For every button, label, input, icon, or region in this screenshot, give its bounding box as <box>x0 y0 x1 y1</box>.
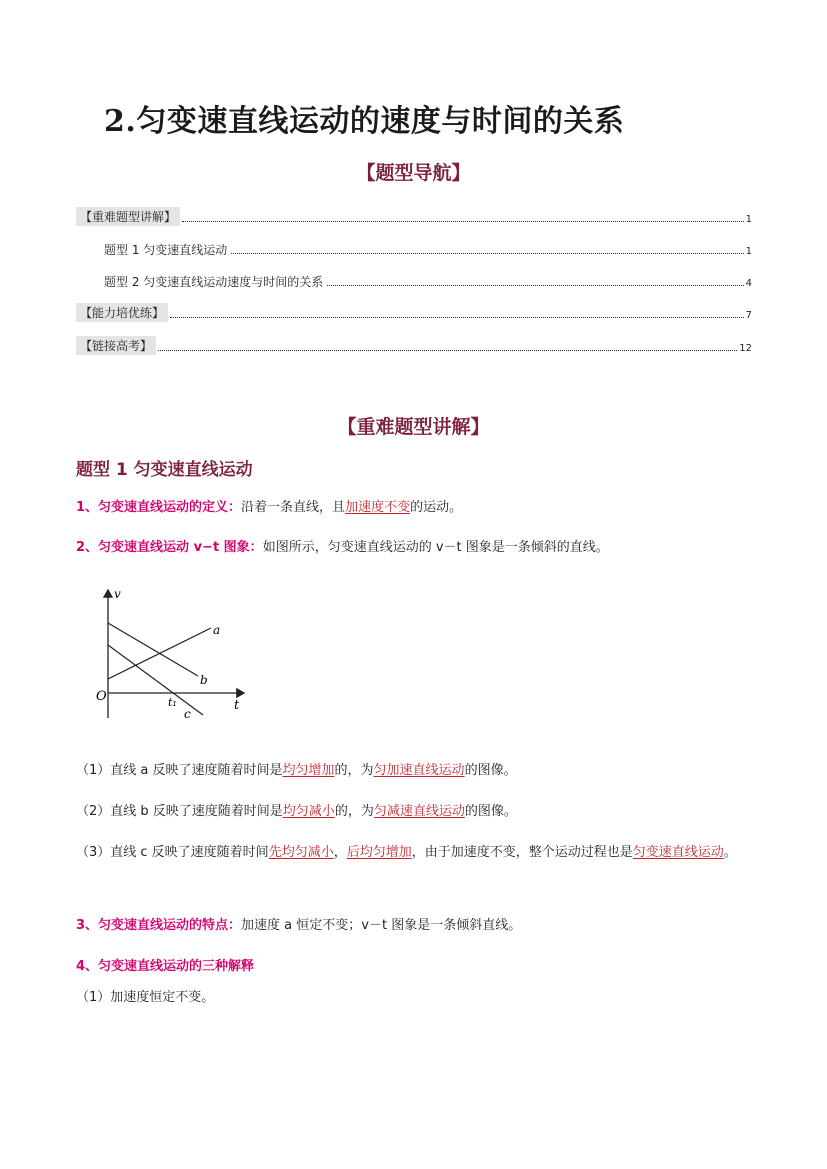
toc-leader <box>231 252 743 254</box>
text: 的图像。 <box>464 804 517 819</box>
paragraph-constant-accel <box>76 983 756 1013</box>
toc-entry[interactable] <box>76 300 752 322</box>
toc-page: 7 <box>745 310 752 321</box>
paragraph-graph-intro <box>76 533 756 563</box>
text: 。 <box>723 845 737 860</box>
paragraph-features <box>76 911 756 941</box>
vt-graph <box>86 582 256 722</box>
paragraph-definition <box>76 493 756 523</box>
highlight: 匀减速直线运动 <box>373 804 465 819</box>
origin-label: O <box>96 689 107 704</box>
paragraph-line-c <box>76 838 756 868</box>
paragraph-line-b <box>76 797 756 827</box>
key-term: 1、匀变速直线运动的定义： <box>76 500 242 515</box>
line-b-label: b <box>200 673 208 687</box>
text: （1）直线 a 反映了速度随着时间是 <box>76 763 283 778</box>
text: （1）加速度恒定不变。 <box>76 990 215 1005</box>
highlight: 均匀增加 <box>282 763 335 778</box>
highlight: 后均匀增加 <box>346 845 412 860</box>
paragraph-line-a <box>76 756 756 786</box>
line-b <box>108 623 198 676</box>
text: 的，为 <box>334 763 374 778</box>
page-title: 2.匀变速直线运动的速度与时间的关系 <box>104 104 625 139</box>
text: （2）直线 b 反映了速度随着时间是 <box>76 804 283 819</box>
t-label: t <box>234 698 240 713</box>
toc-label: 【重难题型讲解】 <box>76 207 180 226</box>
toc-entry[interactable] <box>104 236 752 258</box>
key-term: 2、匀变速直线运动 v−t 图象： <box>76 540 263 555</box>
paragraph-three-explanations <box>76 952 756 982</box>
text: （3）直线 c 反映了速度随着时间 <box>76 845 269 860</box>
toc-entry[interactable] <box>104 268 752 290</box>
v-label: v <box>114 587 121 601</box>
text: 的，为 <box>334 804 374 819</box>
toc-leader <box>158 349 737 351</box>
key-term: 4、匀变速直线运动的三种解释 <box>76 959 255 974</box>
nav-heading: 【题型导航】 <box>356 162 471 184</box>
type-heading: 题型 1 匀变速直线运动 <box>76 460 253 480</box>
toc-leader <box>182 220 744 222</box>
toc-label: 【链接高考】 <box>76 336 156 355</box>
text: 的图像。 <box>464 763 517 778</box>
toc-leader <box>327 284 743 286</box>
toc-page: 1 <box>745 214 752 225</box>
toc-entry[interactable] <box>76 204 752 226</box>
toc-page: 4 <box>745 278 752 289</box>
text: ，由于加速度不变，整个运动过程也是 <box>411 845 633 860</box>
t1-label: t₁ <box>168 696 177 709</box>
section-heading: 【重难题型讲解】 <box>337 416 490 438</box>
toc-label: 题型 1 匀变速直线运动 <box>104 243 228 257</box>
highlight: 先均匀减小 <box>268 845 334 860</box>
text: 沿着一条直线，且 <box>241 500 346 515</box>
highlight: 加速度不变 <box>345 500 411 515</box>
key-term: 3、匀变速直线运动的特点： <box>76 918 242 933</box>
line-a-label: a <box>213 623 221 637</box>
toc-label: 【能力培优练】 <box>76 303 168 322</box>
toc-page: 1 <box>745 246 752 257</box>
line-c-label: c <box>184 707 191 721</box>
toc-label: 题型 2 匀变速直线运动速度与时间的关系 <box>104 275 324 289</box>
toc-leader <box>170 316 744 318</box>
highlight: 均匀减小 <box>282 804 335 819</box>
text: ， <box>333 845 347 860</box>
toc-page: 12 <box>739 343 752 354</box>
text: 的运动。 <box>410 500 463 515</box>
text: 加速度 a 恒定不变；v－t 图象是一条倾斜直线。 <box>241 918 522 933</box>
text: 如图所示，匀变速直线运动的 v－t 图象是一条倾斜的直线。 <box>262 540 609 555</box>
highlight: 匀变速直线运动 <box>632 845 724 860</box>
toc-entry[interactable] <box>76 333 752 355</box>
highlight: 匀加速直线运动 <box>373 763 465 778</box>
